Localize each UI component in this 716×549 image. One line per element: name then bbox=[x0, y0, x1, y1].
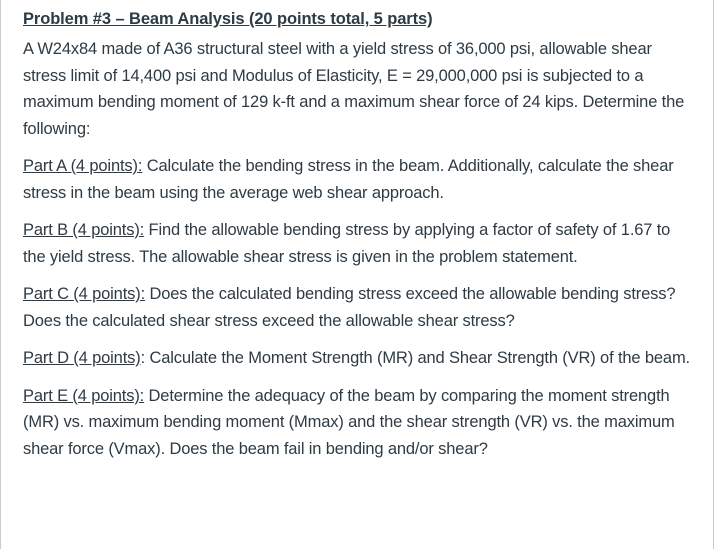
part-e-label: Part E (4 points): bbox=[23, 386, 145, 405]
part-b bbox=[23, 217, 695, 270]
part-b-text: Find the allowable bending stress by applying a factor of safety of 1.67 to the yield stress. The allowable shear stress is given in the problem statement. bbox=[23, 221, 671, 266]
part-d-label: Part D (4 points) bbox=[23, 349, 141, 367]
part-d-text: : Calculate the Moment Strength (MR) and Shear Strength (VR) of the beam. bbox=[140, 349, 690, 367]
problem-title: Problem #3 – Beam Analysis (20 points total, 5 parts) bbox=[23, 10, 433, 28]
part-c-text: Does the calculated bending stress exceed the allowable bending stress? Does the calculated shear stress exceed the allowable shear stress? bbox=[23, 285, 676, 330]
part-c bbox=[23, 281, 695, 334]
part-a bbox=[23, 153, 695, 206]
part-c-label: Part C (4 points): bbox=[23, 285, 146, 303]
part-e-text: Determine the adequacy of the beam by comparing the moment strength (MR) vs. maximum bending moment (Mmax) and the shear strength (VR) vs. the maximum shear force (Vmax). Does the beam fail in bending and/or shear? bbox=[23, 386, 675, 458]
part-e bbox=[23, 383, 695, 463]
problem-intro: A W24x84 made of A36 structural steel with a yield stress of 36,000 psi, allowable shear stress limit of 14,400 psi and Modulus of Elasticity, E = 29,000,000 psi is subjected to a maximum bending moment of 129 k-ft and a maximum shear force of 24 kips. Determine the following: bbox=[23, 40, 685, 138]
part-a-label: Part A (4 points): bbox=[23, 157, 143, 175]
problem-content bbox=[23, 8, 695, 473]
part-a-text: Calculate the bending stress in the beam. Additionally, calculate the shear stress in the beam using the average web shear approach. bbox=[23, 157, 674, 202]
part-d bbox=[23, 345, 695, 372]
part-b-label: Part B (4 points): bbox=[23, 221, 145, 239]
